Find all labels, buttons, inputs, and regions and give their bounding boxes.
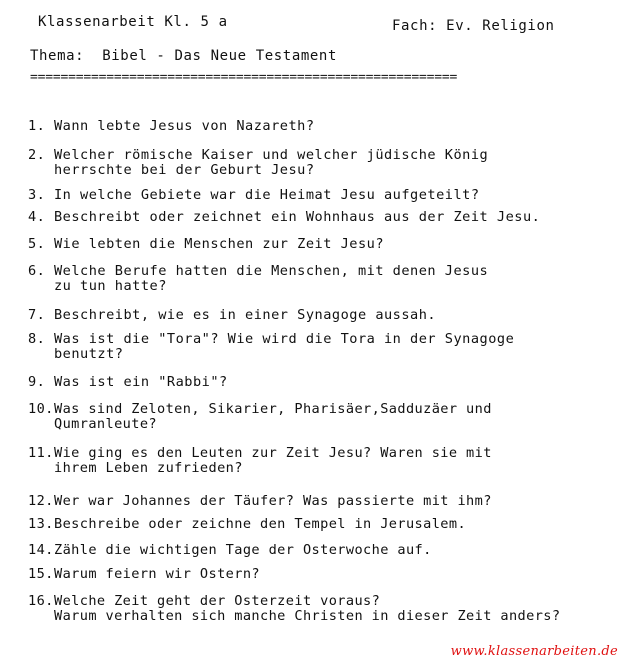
question-number: 8. — [28, 331, 46, 347]
question-text: Beschreibt, wie es in einer Synagoge aussah. — [54, 307, 437, 323]
question-number: 11. — [28, 445, 54, 461]
question-item — [28, 148, 488, 178]
question-text-continued: ihrem Leben zufrieden? — [54, 460, 243, 476]
question-item — [28, 543, 432, 558]
subject-label: Fach: Ev. Religion — [392, 18, 555, 34]
question-text: Zähle die wichtigen Tage der Osterwoche auf. — [54, 542, 432, 558]
question-text: Was sind Zeloten, Sikarier, Pharisäer,Sadduzäer und — [54, 401, 492, 417]
question-text-continued: herrschte bei der Geburt Jesu? — [54, 162, 315, 178]
question-number: 2. — [28, 147, 46, 163]
question-number: 12. — [28, 493, 54, 509]
question-text: Beschreibt oder zeichnet ein Wohnhaus aus der Zeit Jesu. — [54, 209, 541, 225]
question-text: Was ist ein "Rabbi"? — [54, 374, 228, 390]
question-item — [28, 567, 260, 582]
exam-title: Klassenarbeit Kl. 5 a — [38, 14, 228, 30]
question-text-continued: Qumranleute? — [54, 416, 158, 432]
question-item — [28, 594, 560, 624]
question-text: Welcher römische Kaiser und welcher jüdische König — [54, 147, 489, 163]
question-text: In welche Gebiete war die Heimat Jesu aufgeteilt? — [54, 187, 480, 203]
question-number: 16. — [28, 593, 54, 609]
question-text-continued: zu tun hatte? — [54, 278, 167, 294]
question-item — [28, 517, 466, 532]
question-number: 5. — [28, 236, 46, 252]
question-text-continued: Warum verhalten sich manche Christen in dieser Zeit anders? — [54, 608, 561, 624]
question-number: 7. — [28, 307, 46, 323]
question-text: Wie ging es den Leuten zur Zeit Jesu? Waren sie mit — [54, 445, 492, 461]
question-item — [28, 237, 384, 252]
question-item — [28, 264, 488, 294]
question-item — [28, 494, 492, 509]
question-text: Welche Zeit geht der Osterzeit voraus? — [54, 593, 381, 609]
question-text-continued: benutzt? — [54, 346, 124, 362]
question-text: Was ist die "Tora"? Wie wird die Tora in der Synagoge — [54, 331, 515, 347]
question-item — [28, 188, 480, 203]
question-text: Wie lebten die Menschen zur Zeit Jesu? — [54, 236, 384, 252]
question-number: 9. — [28, 374, 46, 390]
question-number: 3. — [28, 187, 46, 203]
question-number: 15. — [28, 566, 54, 582]
question-item — [28, 446, 492, 476]
question-number: 6. — [28, 263, 46, 279]
question-item — [28, 375, 228, 390]
question-item — [28, 210, 540, 225]
question-number: 4. — [28, 209, 46, 225]
question-number: 13. — [28, 516, 54, 532]
question-item — [28, 332, 514, 362]
question-item — [28, 119, 315, 134]
question-number: 14. — [28, 542, 54, 558]
question-text: Beschreibe oder zeichne den Tempel in Jerusalem. — [54, 516, 467, 532]
question-text: Wer war Johannes der Täufer? Was passierte mit ihm? — [54, 493, 492, 509]
topic-line: Thema: Bibel - Das Neue Testament — [30, 48, 337, 64]
question-text: Warum feiern wir Ostern? — [54, 566, 261, 582]
question-text: Welche Berufe hatten die Menschen, mit denen Jesus — [54, 263, 489, 279]
divider-rule: ======================================================== — [30, 70, 458, 85]
watermark-url: www.klassenarbeiten.de — [450, 644, 618, 659]
question-number: 10. — [28, 401, 54, 417]
question-number: 1. — [28, 118, 46, 134]
question-item — [28, 402, 492, 432]
question-text: Wann lebte Jesus von Nazareth? — [54, 118, 315, 134]
question-item — [28, 308, 436, 323]
